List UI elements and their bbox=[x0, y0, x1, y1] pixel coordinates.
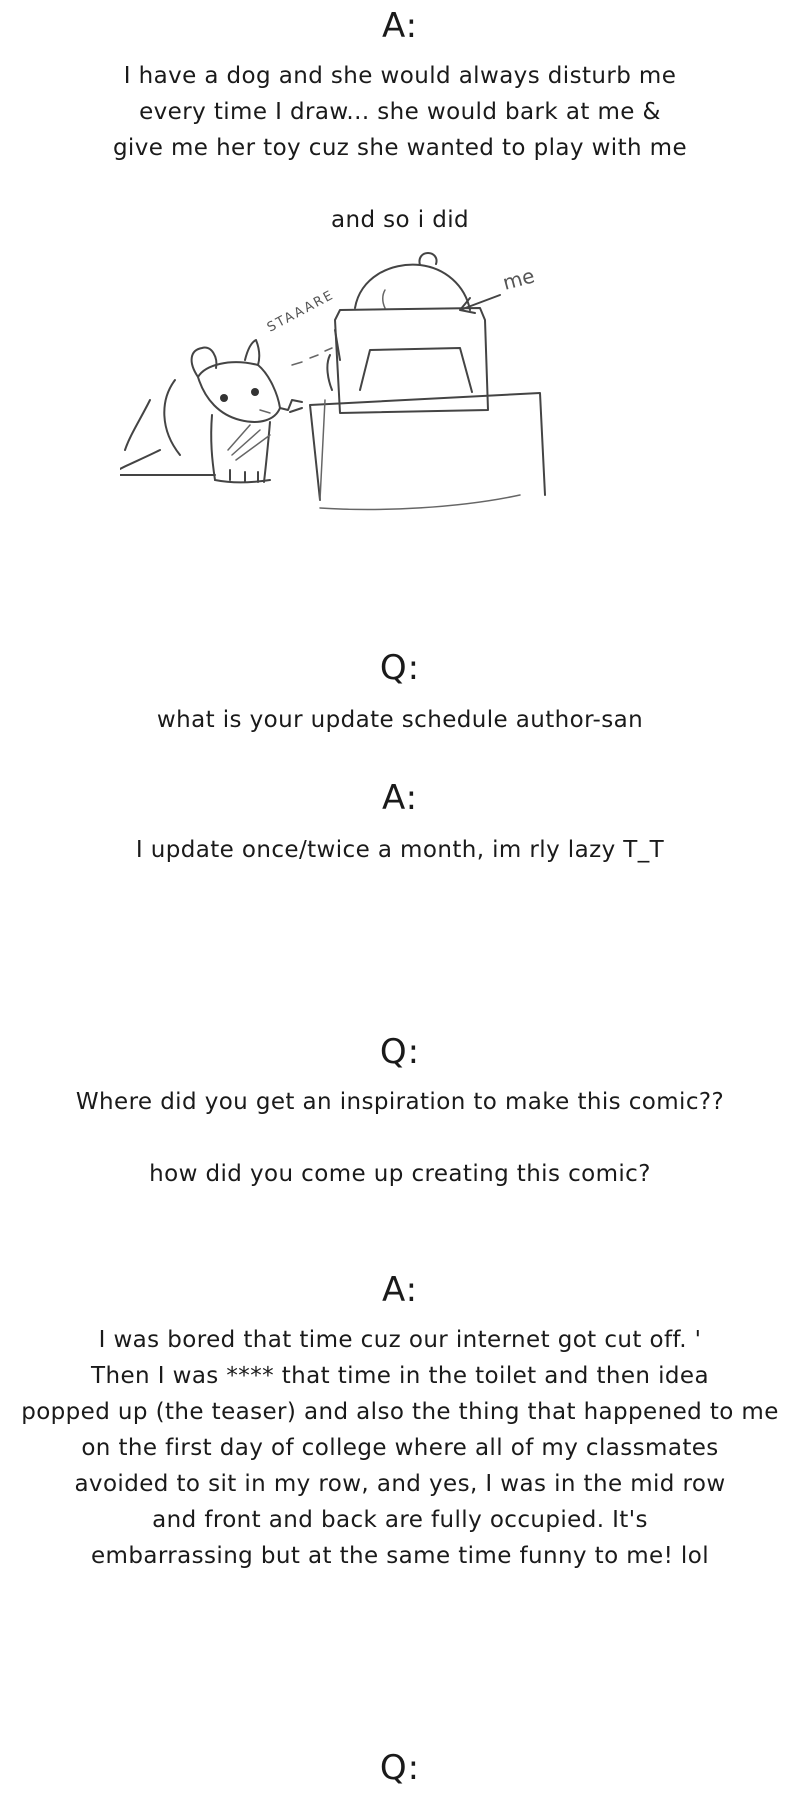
question-label: Q: bbox=[379, 648, 421, 688]
stare-lines bbox=[292, 348, 332, 365]
me-text: me bbox=[500, 263, 538, 295]
text-line: I was bored that time cuz our internet got cut off. ' bbox=[98, 1327, 702, 1353]
question-text bbox=[0, 1084, 800, 1192]
text-line: Where did you get an inspiration to make this comic?? bbox=[75, 1089, 725, 1115]
text-line: give me her toy cuz she wanted to play with me bbox=[112, 135, 688, 161]
question-text bbox=[0, 702, 800, 738]
answer-text bbox=[0, 58, 800, 238]
stare-text: STAAARE bbox=[264, 287, 338, 336]
text-line: embarrassing but at the same time funny to me! lol bbox=[91, 1543, 709, 1569]
answer-label: A: bbox=[381, 1270, 419, 1310]
text-line bbox=[0, 166, 800, 202]
text-line: how did you come up creating this comic? bbox=[149, 1161, 651, 1187]
answer-label: A: bbox=[381, 6, 419, 46]
text-line: on the first day of college where all of my classmates bbox=[81, 1435, 719, 1461]
text-line: I update once/twice a month, im rly lazy T_T bbox=[135, 837, 665, 863]
question-label: Q: bbox=[379, 1748, 421, 1788]
text-line: Then I was **** that time in the toilet and then idea bbox=[91, 1363, 709, 1389]
dog-and-artist-sketch bbox=[120, 250, 620, 560]
text-line: every time I draw... she would bark at me & bbox=[139, 99, 661, 125]
answer-text bbox=[0, 832, 800, 868]
text-line: popped up (the teaser) and also the thing that happened to me bbox=[21, 1399, 779, 1425]
text-line: I have a dog and she would always disturb me bbox=[123, 63, 677, 89]
text-line: and front and back are fully occupied. It's bbox=[152, 1507, 648, 1533]
text-line: and so i did bbox=[330, 207, 470, 233]
text-line bbox=[0, 1120, 800, 1156]
text-line: what is your update schedule author-san bbox=[156, 707, 644, 733]
question-label: Q: bbox=[379, 1032, 421, 1072]
answer-text bbox=[0, 1322, 800, 1574]
text-line: avoided to sit in my row, and yes, I was in the mid row bbox=[74, 1471, 726, 1497]
answer-label: A: bbox=[381, 778, 419, 818]
dog-illustration bbox=[120, 340, 302, 482]
